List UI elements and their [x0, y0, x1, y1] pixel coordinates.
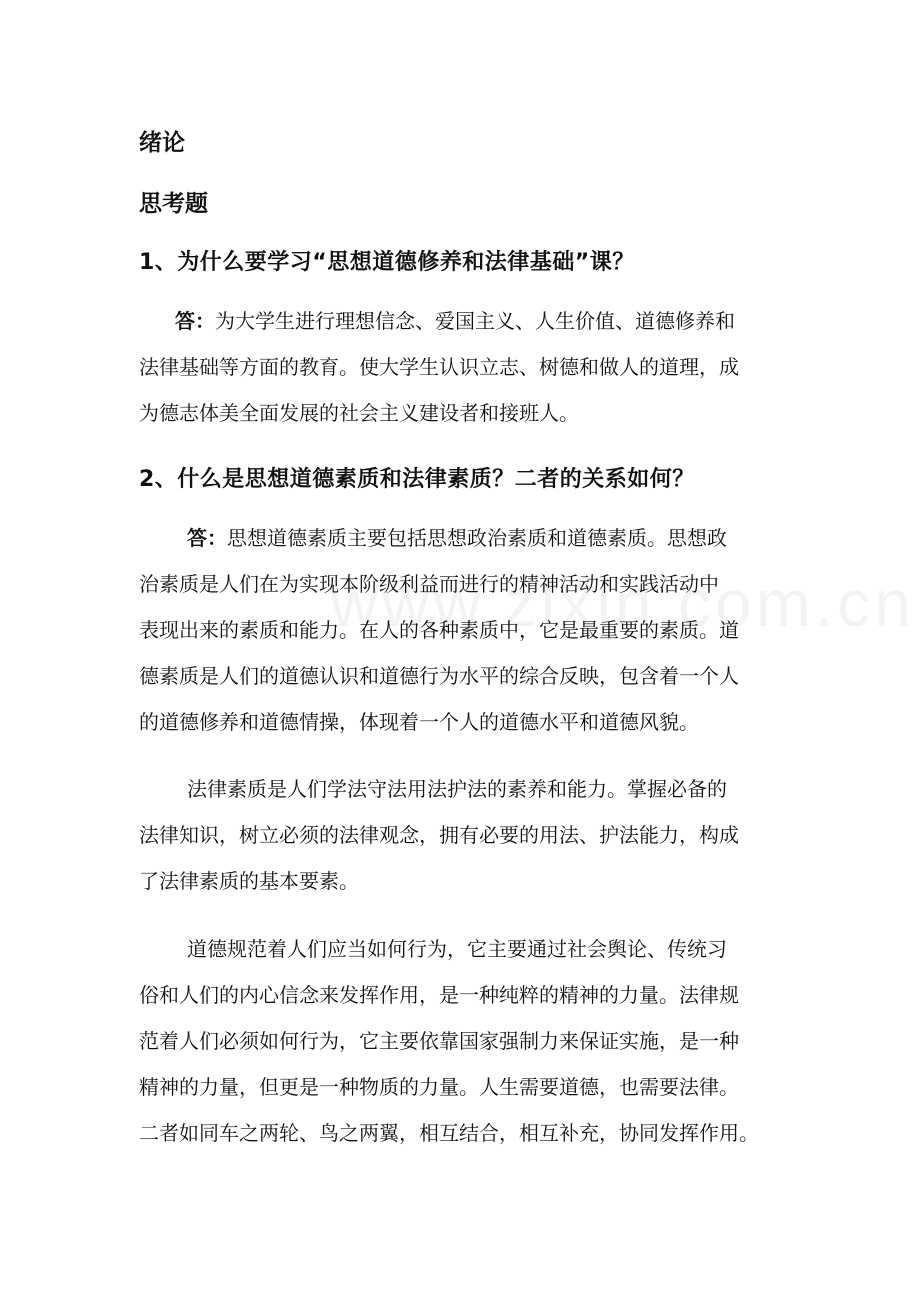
answer-label: 答： [175, 309, 215, 333]
answer-label: 答： [187, 526, 227, 550]
paragraph-text: 道德规范着人们应当如何行为，它主要通过社会舆论、传统习 [187, 937, 727, 961]
answer-text: 为大学生进行理想信念、爱国主义、人生价值、道德修养和 [215, 309, 735, 333]
paragraph-line: 精神的力量，但更是一种物质的力量。人生需要道德，也需要法律。 [139, 1075, 739, 1099]
paragraph-line: 范着人们必须如何行为，它主要依靠国家强制力来保证实施，是一种 [139, 1029, 739, 1053]
answer-line: 德素质是人们的道德认识和道德行为水平的综合反映，包含着一个人 [139, 664, 739, 688]
section-title: 思考题 [139, 191, 208, 217]
answer-text: 思想道德素质主要包括思想政治素质和道德素质。思想政 [227, 526, 727, 550]
question-1-answer [139, 298, 799, 436]
chapter-title: 绪论 [139, 130, 185, 156]
paragraph-line: 了法律素质的基本要素。 [139, 869, 359, 893]
question-2-title: 2、什么是思想道德素质和法律素质？二者的关系如何？ [139, 467, 695, 492]
relation-paragraph [139, 926, 799, 1156]
paragraph-line: 二者如同车之两轮、鸟之两翼，相互结合，相互补充，协同发挥作用。 [139, 1121, 759, 1145]
answer-line [139, 515, 799, 561]
question-2-answer [139, 515, 799, 745]
question-1-title: 1、为什么要学习“思想道德修养和法律基础”课？ [139, 250, 635, 275]
answer-line: 治素质是人们在为实现本阶级利益而进行的精神活动和实践活动中 [139, 572, 719, 596]
paragraph-text: 法律素质是人们学法守法用法护法的素养和能力。掌握必备的 [187, 777, 727, 801]
paragraph-line [139, 766, 799, 812]
answer-line: 的道德修养和道德情操，体现着一个人的道德水平和道德风貌。 [139, 710, 699, 734]
answer-line [139, 298, 799, 344]
paragraph-line [139, 926, 799, 972]
paragraph-line: 俗和人们的内心信念来发挥作用，是一种纯粹的精神的力量。法律规 [139, 983, 739, 1007]
law-quality-paragraph [139, 766, 799, 904]
answer-line: 为德志体美全面发展的社会主义建设者和接班人。 [139, 401, 579, 425]
answer-line: 法律基础等方面的教育。使大学生认识立志、树德和做人的道理，成 [139, 355, 739, 379]
answer-line: 表现出来的素质和能力。在人的各种素质中，它是最重要的素质。道 [139, 618, 739, 642]
paragraph-line: 法律知识，树立必须的法律观念，拥有必要的用法、护法能力，构成 [139, 823, 739, 847]
